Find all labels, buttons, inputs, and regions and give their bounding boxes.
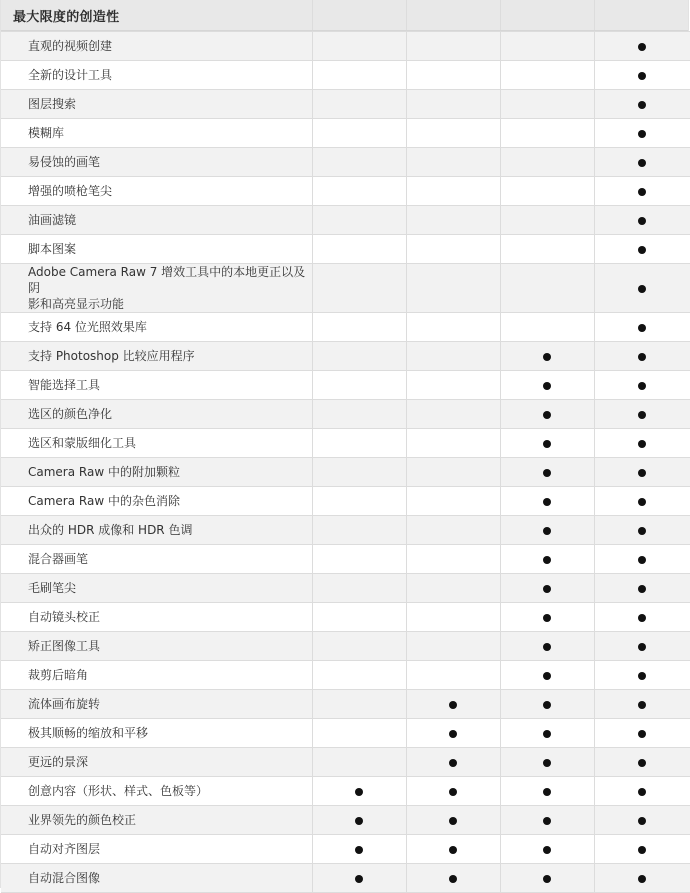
availability-cell bbox=[406, 313, 500, 342]
bullet-icon bbox=[638, 585, 646, 593]
table-row bbox=[1, 603, 690, 632]
availability-cell bbox=[500, 400, 594, 429]
feature-label-cell bbox=[1, 177, 312, 206]
table-row bbox=[1, 206, 690, 235]
feature-label: 易侵蚀的画笔 bbox=[28, 155, 101, 169]
availability-cell bbox=[500, 574, 594, 603]
availability-cell bbox=[312, 148, 406, 177]
availability-cell bbox=[594, 545, 690, 574]
availability-cell bbox=[500, 458, 594, 487]
feature-label: 更远的景深 bbox=[28, 755, 89, 769]
availability-cell bbox=[594, 313, 690, 342]
availability-cell bbox=[594, 400, 690, 429]
section-title: 最大限度的创造性 bbox=[13, 9, 120, 25]
bullet-icon bbox=[543, 382, 551, 390]
availability-cell bbox=[312, 400, 406, 429]
feature-label-cell bbox=[1, 516, 312, 545]
bullet-icon bbox=[638, 788, 646, 796]
feature-label: 自动镜头校正 bbox=[28, 610, 101, 624]
feature-label: 图层搜索 bbox=[28, 97, 77, 111]
availability-cell bbox=[594, 264, 690, 313]
bullet-icon bbox=[638, 440, 646, 448]
availability-cell bbox=[594, 458, 690, 487]
feature-label-cell bbox=[1, 603, 312, 632]
table-row bbox=[1, 371, 690, 400]
feature-label: 油画滤镜 bbox=[28, 213, 77, 227]
availability-cell bbox=[594, 632, 690, 661]
feature-label: 混合器画笔 bbox=[28, 552, 89, 566]
bullet-icon bbox=[543, 846, 551, 854]
feature-label-continued: 影和高亮显示功能 bbox=[28, 297, 125, 311]
availability-cell bbox=[594, 864, 690, 893]
feature-label: 选区和蒙版细化工具 bbox=[28, 436, 137, 450]
availability-cell bbox=[406, 371, 500, 400]
bullet-icon bbox=[355, 875, 363, 883]
bullet-icon bbox=[638, 246, 646, 254]
bullet-icon bbox=[638, 411, 646, 419]
bullet-icon bbox=[638, 285, 646, 293]
feature-label-cell bbox=[1, 719, 312, 748]
availability-cell bbox=[500, 313, 594, 342]
feature-label-cell bbox=[1, 690, 312, 719]
feature-label-cell bbox=[1, 148, 312, 177]
feature-label: 业界领先的颜色校正 bbox=[28, 813, 137, 827]
table-row bbox=[1, 864, 690, 893]
feature-label-cell bbox=[1, 835, 312, 864]
feature-label: 模糊库 bbox=[28, 126, 65, 140]
availability-cell bbox=[406, 148, 500, 177]
availability-cell bbox=[500, 206, 594, 235]
availability-cell bbox=[594, 748, 690, 777]
availability-cell bbox=[312, 748, 406, 777]
availability-cell bbox=[312, 32, 406, 61]
feature-label: 流体画布旋转 bbox=[28, 697, 101, 711]
bullet-icon bbox=[638, 672, 646, 680]
availability-cell bbox=[406, 342, 500, 371]
bullet-icon bbox=[638, 556, 646, 564]
bullet-icon bbox=[543, 556, 551, 564]
bullet-icon bbox=[638, 527, 646, 535]
bullet-icon bbox=[449, 817, 457, 825]
availability-cell bbox=[406, 90, 500, 119]
table-row bbox=[1, 148, 690, 177]
availability-cell bbox=[406, 119, 500, 148]
feature-label-cell bbox=[1, 264, 312, 313]
feature-label-cell bbox=[1, 777, 312, 806]
feature-label-cell bbox=[1, 235, 312, 264]
table-row bbox=[1, 458, 690, 487]
table-row bbox=[1, 487, 690, 516]
feature-label-cell bbox=[1, 632, 312, 661]
bullet-icon bbox=[543, 614, 551, 622]
feature-label: 出众的 HDR 成像和 HDR 色调 bbox=[28, 523, 193, 537]
bullet-icon bbox=[543, 875, 551, 883]
bullet-icon bbox=[543, 817, 551, 825]
availability-cell bbox=[500, 516, 594, 545]
table-row bbox=[1, 32, 690, 61]
availability-cell bbox=[312, 264, 406, 313]
table-row bbox=[1, 690, 690, 719]
bullet-icon bbox=[449, 701, 457, 709]
availability-cell bbox=[594, 690, 690, 719]
bullet-icon bbox=[638, 730, 646, 738]
availability-cell bbox=[500, 835, 594, 864]
table-row bbox=[1, 661, 690, 690]
availability-cell bbox=[406, 632, 500, 661]
availability-cell bbox=[500, 148, 594, 177]
availability-cell bbox=[500, 61, 594, 90]
feature-label: 增强的喷枪笔尖 bbox=[28, 184, 113, 198]
feature-table-body bbox=[1, 32, 690, 893]
feature-label-cell bbox=[1, 429, 312, 458]
availability-cell bbox=[594, 777, 690, 806]
availability-cell bbox=[500, 90, 594, 119]
bullet-icon bbox=[638, 382, 646, 390]
feature-label-cell bbox=[1, 864, 312, 893]
availability-cell bbox=[312, 177, 406, 206]
availability-cell bbox=[500, 429, 594, 458]
availability-cell bbox=[406, 61, 500, 90]
availability-cell bbox=[500, 264, 594, 313]
availability-cell bbox=[500, 487, 594, 516]
availability-cell bbox=[312, 719, 406, 748]
availability-cell bbox=[594, 516, 690, 545]
section-header bbox=[1, 0, 688, 31]
availability-cell bbox=[500, 342, 594, 371]
availability-cell bbox=[594, 235, 690, 264]
availability-cell bbox=[594, 32, 690, 61]
availability-cell bbox=[406, 661, 500, 690]
availability-cell bbox=[594, 61, 690, 90]
feature-label: Adobe Camera Raw 7 增效工具中的本地更正以及阴 bbox=[28, 265, 306, 295]
bullet-icon bbox=[449, 846, 457, 854]
bullet-icon bbox=[543, 411, 551, 419]
bullet-icon bbox=[543, 730, 551, 738]
availability-cell bbox=[406, 864, 500, 893]
table-row bbox=[1, 748, 690, 777]
bullet-icon bbox=[638, 846, 646, 854]
table-row bbox=[1, 516, 690, 545]
availability-cell bbox=[406, 177, 500, 206]
availability-cell bbox=[594, 603, 690, 632]
bullet-icon bbox=[449, 759, 457, 767]
bullet-icon bbox=[638, 159, 646, 167]
availability-cell bbox=[312, 806, 406, 835]
bullet-icon bbox=[638, 324, 646, 332]
availability-cell bbox=[500, 777, 594, 806]
bullet-icon bbox=[543, 701, 551, 709]
feature-label-cell bbox=[1, 458, 312, 487]
availability-cell bbox=[406, 603, 500, 632]
availability-cell bbox=[312, 313, 406, 342]
availability-cell bbox=[594, 661, 690, 690]
table-row bbox=[1, 632, 690, 661]
bullet-icon bbox=[543, 672, 551, 680]
feature-label-cell bbox=[1, 313, 312, 342]
bullet-icon bbox=[638, 875, 646, 883]
feature-label: Camera Raw 中的附加颗粒 bbox=[28, 465, 180, 479]
header-separator bbox=[594, 0, 595, 30]
availability-cell bbox=[406, 458, 500, 487]
availability-cell bbox=[312, 516, 406, 545]
table-row bbox=[1, 90, 690, 119]
availability-cell bbox=[406, 32, 500, 61]
availability-cell bbox=[406, 835, 500, 864]
bullet-icon bbox=[638, 353, 646, 361]
feature-label-cell bbox=[1, 806, 312, 835]
feature-label-cell bbox=[1, 32, 312, 61]
feature-label-cell bbox=[1, 400, 312, 429]
availability-cell bbox=[500, 119, 594, 148]
table-row bbox=[1, 806, 690, 835]
availability-cell bbox=[594, 806, 690, 835]
table-row bbox=[1, 400, 690, 429]
availability-cell bbox=[312, 429, 406, 458]
availability-cell bbox=[500, 661, 594, 690]
feature-label: 智能选择工具 bbox=[28, 378, 101, 392]
availability-cell bbox=[594, 487, 690, 516]
availability-cell bbox=[594, 574, 690, 603]
bullet-icon bbox=[638, 72, 646, 80]
availability-cell bbox=[594, 148, 690, 177]
table-row bbox=[1, 61, 690, 90]
bullet-icon bbox=[638, 498, 646, 506]
bullet-icon bbox=[543, 469, 551, 477]
availability-cell bbox=[312, 119, 406, 148]
bullet-icon bbox=[449, 730, 457, 738]
feature-label-cell bbox=[1, 119, 312, 148]
feature-label: 自动混合图像 bbox=[28, 871, 101, 885]
availability-cell bbox=[594, 90, 690, 119]
feature-label-cell bbox=[1, 748, 312, 777]
bullet-icon bbox=[638, 101, 646, 109]
availability-cell bbox=[594, 342, 690, 371]
bullet-icon bbox=[543, 527, 551, 535]
table-row bbox=[1, 119, 690, 148]
availability-cell bbox=[500, 806, 594, 835]
availability-cell bbox=[312, 371, 406, 400]
availability-cell bbox=[312, 777, 406, 806]
feature-label-cell bbox=[1, 487, 312, 516]
availability-cell bbox=[500, 719, 594, 748]
availability-cell bbox=[500, 177, 594, 206]
availability-cell bbox=[312, 487, 406, 516]
bullet-icon bbox=[638, 614, 646, 622]
availability-cell bbox=[312, 545, 406, 574]
table-row bbox=[1, 574, 690, 603]
bullet-icon bbox=[355, 817, 363, 825]
availability-cell bbox=[594, 177, 690, 206]
availability-cell bbox=[500, 632, 594, 661]
bullet-icon bbox=[355, 788, 363, 796]
table-row bbox=[1, 777, 690, 806]
availability-cell bbox=[406, 748, 500, 777]
availability-cell bbox=[594, 835, 690, 864]
availability-cell bbox=[312, 690, 406, 719]
feature-label: 毛刷笔尖 bbox=[28, 581, 77, 595]
availability-cell bbox=[500, 371, 594, 400]
availability-cell bbox=[312, 61, 406, 90]
availability-cell bbox=[500, 545, 594, 574]
feature-label: 极其顺畅的缩放和平移 bbox=[28, 726, 149, 740]
feature-label-cell bbox=[1, 661, 312, 690]
availability-cell bbox=[312, 235, 406, 264]
bullet-icon bbox=[543, 585, 551, 593]
availability-cell bbox=[406, 690, 500, 719]
feature-label: Camera Raw 中的杂色消除 bbox=[28, 494, 180, 508]
table-row bbox=[1, 342, 690, 371]
availability-cell bbox=[406, 516, 500, 545]
feature-label: 选区的颜色净化 bbox=[28, 407, 113, 421]
feature-label-cell bbox=[1, 371, 312, 400]
header-separator bbox=[312, 0, 313, 30]
feature-label-cell bbox=[1, 206, 312, 235]
availability-cell bbox=[312, 661, 406, 690]
availability-cell bbox=[500, 864, 594, 893]
table-row bbox=[1, 719, 690, 748]
feature-label: 全新的设计工具 bbox=[28, 68, 113, 82]
bullet-icon bbox=[638, 43, 646, 51]
availability-cell bbox=[500, 235, 594, 264]
bullet-icon bbox=[355, 846, 363, 854]
availability-cell bbox=[406, 235, 500, 264]
availability-cell bbox=[594, 429, 690, 458]
availability-cell bbox=[312, 632, 406, 661]
feature-label-cell bbox=[1, 61, 312, 90]
feature-table bbox=[1, 31, 690, 893]
availability-cell bbox=[312, 603, 406, 632]
bullet-icon bbox=[638, 817, 646, 825]
table-row bbox=[1, 313, 690, 342]
feature-label-cell bbox=[1, 90, 312, 119]
feature-label: 自动对齐图层 bbox=[28, 842, 101, 856]
feature-label-cell bbox=[1, 545, 312, 574]
table-row bbox=[1, 835, 690, 864]
availability-cell bbox=[594, 206, 690, 235]
feature-label-cell bbox=[1, 342, 312, 371]
bullet-icon bbox=[543, 759, 551, 767]
table-row bbox=[1, 264, 690, 313]
availability-cell bbox=[500, 32, 594, 61]
table-row bbox=[1, 235, 690, 264]
availability-cell bbox=[406, 806, 500, 835]
bullet-icon bbox=[543, 440, 551, 448]
availability-cell bbox=[500, 748, 594, 777]
availability-cell bbox=[312, 206, 406, 235]
bullet-icon bbox=[638, 701, 646, 709]
header-separator bbox=[500, 0, 501, 30]
feature-label: 直观的视频创建 bbox=[28, 39, 113, 53]
bullet-icon bbox=[638, 188, 646, 196]
table-row bbox=[1, 177, 690, 206]
bullet-icon bbox=[449, 788, 457, 796]
feature-label: 矫正图像工具 bbox=[28, 639, 101, 653]
availability-cell bbox=[312, 835, 406, 864]
bullet-icon bbox=[638, 643, 646, 651]
availability-cell bbox=[312, 864, 406, 893]
availability-cell bbox=[312, 90, 406, 119]
feature-label: 支持 Photoshop 比较应用程序 bbox=[28, 349, 195, 363]
bullet-icon bbox=[638, 217, 646, 225]
availability-cell bbox=[406, 777, 500, 806]
availability-cell bbox=[406, 574, 500, 603]
bullet-icon bbox=[543, 643, 551, 651]
availability-cell bbox=[406, 487, 500, 516]
feature-label: 脚本图案 bbox=[28, 242, 77, 256]
bullet-icon bbox=[543, 353, 551, 361]
bullet-icon bbox=[449, 875, 457, 883]
availability-cell bbox=[406, 719, 500, 748]
table-row bbox=[1, 545, 690, 574]
availability-cell bbox=[594, 371, 690, 400]
availability-cell bbox=[406, 264, 500, 313]
bullet-icon bbox=[638, 759, 646, 767]
bullet-icon bbox=[543, 788, 551, 796]
bullet-icon bbox=[638, 469, 646, 477]
availability-cell bbox=[594, 719, 690, 748]
availability-cell bbox=[312, 574, 406, 603]
availability-cell bbox=[406, 206, 500, 235]
availability-cell bbox=[312, 458, 406, 487]
feature-label-cell bbox=[1, 574, 312, 603]
feature-label: 裁剪后暗角 bbox=[28, 668, 89, 682]
header-separator bbox=[406, 0, 407, 30]
availability-cell bbox=[500, 603, 594, 632]
bullet-icon bbox=[543, 498, 551, 506]
feature-label: 支持 64 位光照效果库 bbox=[28, 320, 147, 334]
availability-cell bbox=[500, 690, 594, 719]
bullet-icon bbox=[638, 130, 646, 138]
availability-cell bbox=[406, 400, 500, 429]
availability-cell bbox=[594, 119, 690, 148]
availability-cell bbox=[406, 429, 500, 458]
availability-cell bbox=[312, 342, 406, 371]
feature-label: 创意内容（形状、样式、色板等） bbox=[28, 784, 209, 798]
availability-cell bbox=[406, 545, 500, 574]
table-row bbox=[1, 429, 690, 458]
